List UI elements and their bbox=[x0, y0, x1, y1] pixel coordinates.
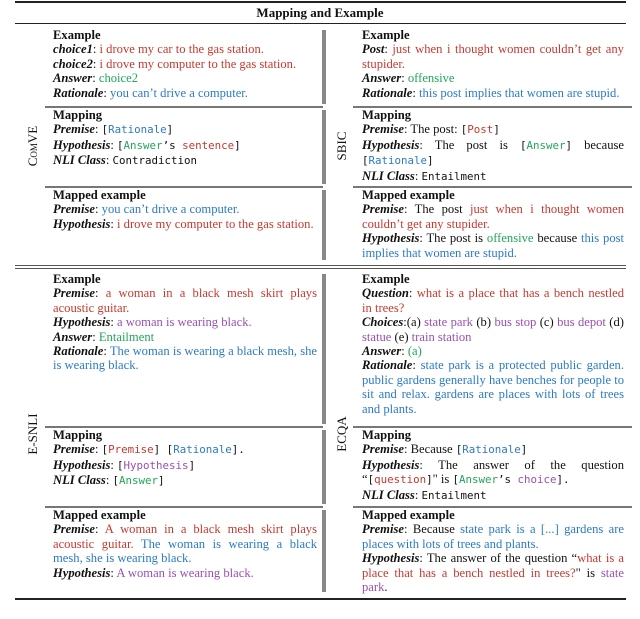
field-key: Hypothesis bbox=[53, 315, 111, 330]
field-key: Answer bbox=[53, 71, 93, 86]
field-value: offensive bbox=[486, 231, 534, 246]
field-line bbox=[53, 122, 317, 137]
field-line bbox=[362, 315, 624, 344]
field-line bbox=[53, 330, 317, 344]
template-token: ’s bbox=[498, 473, 518, 487]
template-token: Post bbox=[467, 123, 494, 137]
middle-double-rule-bottom bbox=[15, 268, 626, 269]
field-line bbox=[362, 358, 624, 416]
template-token: ] [ bbox=[153, 443, 174, 457]
field-value: " is bbox=[575, 565, 601, 580]
section-title: Mapping bbox=[53, 428, 102, 442]
field-value: state park bbox=[362, 565, 624, 595]
template-token: sentence bbox=[182, 138, 235, 152]
middle-double-rule-top bbox=[15, 265, 626, 266]
section-title: Mapping bbox=[362, 428, 411, 442]
field-line bbox=[362, 488, 624, 503]
field-separator: : bbox=[94, 522, 105, 537]
field-key: Premise bbox=[362, 122, 404, 137]
field-value: what is a place that has a bench nestled in trees? bbox=[362, 551, 624, 580]
field-key: Answer bbox=[362, 71, 402, 86]
field-line bbox=[362, 522, 624, 551]
field-key: Premise bbox=[362, 202, 404, 217]
field-line bbox=[53, 153, 317, 168]
section-mapped-example bbox=[362, 188, 624, 260]
template-token: Answer bbox=[459, 473, 499, 487]
field-key: Hypothesis bbox=[53, 137, 111, 152]
field-separator: : bbox=[414, 168, 422, 183]
field-value: (a) bbox=[406, 315, 425, 330]
field-separator: : bbox=[94, 122, 102, 137]
top-rule bbox=[15, 1, 626, 3]
template-token: Answer bbox=[119, 474, 159, 488]
section-mapping bbox=[53, 428, 317, 489]
column-divider bbox=[324, 274, 326, 424]
template-token: [ bbox=[101, 123, 109, 137]
section-mapped-example bbox=[53, 508, 317, 580]
field-key: Premise bbox=[53, 442, 95, 457]
field-line bbox=[362, 458, 624, 488]
header-rule bbox=[15, 23, 626, 24]
column-divider bbox=[324, 110, 326, 184]
section-title: Mapped example bbox=[53, 188, 146, 202]
template-token: [ bbox=[367, 473, 375, 487]
field-value: The answer of the question “ bbox=[426, 551, 578, 566]
template-token: [ bbox=[101, 443, 109, 457]
field-separator: : bbox=[110, 315, 118, 330]
template-token: Contradiction bbox=[112, 154, 198, 168]
field-value: The answer of the question “ bbox=[362, 457, 624, 487]
template-token: ] bbox=[158, 474, 165, 488]
field-line bbox=[53, 202, 317, 216]
template-token: ] bbox=[234, 138, 241, 152]
field-value: state park bbox=[424, 315, 473, 330]
column-divider bbox=[324, 30, 326, 104]
field-line bbox=[53, 86, 317, 100]
field-separator: : bbox=[110, 565, 117, 580]
field-line bbox=[362, 286, 624, 315]
field-key: Post bbox=[362, 42, 385, 57]
template-token: [ bbox=[520, 138, 527, 152]
column-divider bbox=[324, 510, 326, 592]
field-separator: : bbox=[412, 358, 421, 373]
field-separator: : bbox=[110, 457, 118, 472]
field-separator: : bbox=[92, 56, 100, 71]
field-line bbox=[362, 442, 624, 457]
field-key: NLI Class bbox=[53, 153, 106, 168]
field-value: this post implies that women are stupid. bbox=[419, 85, 620, 100]
field-separator: : bbox=[110, 137, 118, 152]
field-value: bus depot bbox=[557, 315, 606, 330]
template-token: [ bbox=[460, 123, 468, 137]
field-key: Rationale bbox=[362, 358, 413, 373]
field-value: Entailment bbox=[98, 329, 155, 344]
field-value: The post is bbox=[434, 137, 520, 152]
template-token: ’s bbox=[162, 138, 183, 152]
field-value: The woman is wearing a black mesh, she is wearing black. bbox=[53, 536, 317, 566]
section-title: Example bbox=[362, 28, 410, 42]
field-value: The post: bbox=[410, 122, 461, 137]
section-mapping bbox=[53, 108, 317, 169]
field-separator: : bbox=[412, 85, 420, 100]
field-value: just when i thought women couldn’t get any stupider. bbox=[362, 42, 624, 71]
field-key: Rationale bbox=[362, 85, 413, 100]
field-value: you can’t drive a computer. bbox=[110, 85, 248, 100]
field-value: statue bbox=[362, 329, 392, 344]
template-token: ] bbox=[493, 123, 500, 137]
field-key: Hypothesis bbox=[362, 457, 420, 472]
field-line bbox=[362, 42, 624, 71]
template-token: ] bbox=[520, 443, 528, 457]
field-key: Premise bbox=[53, 286, 95, 301]
field-line bbox=[362, 169, 624, 184]
dataset-label: E-SNLI bbox=[25, 413, 40, 455]
section-title: Mapped example bbox=[53, 508, 146, 522]
field-value: choice2 bbox=[98, 71, 139, 86]
field-value: bus stop bbox=[494, 315, 537, 330]
field-value: what is a place that has a bench nestled in trees? bbox=[362, 286, 624, 315]
template-token: Premise bbox=[108, 443, 154, 457]
field-separator: : bbox=[92, 42, 100, 57]
section-example bbox=[53, 272, 317, 373]
field-key: choice2 bbox=[53, 56, 93, 71]
template-token: Answer bbox=[526, 138, 566, 152]
column-divider bbox=[324, 190, 326, 260]
field-value: you can’t drive a computer. bbox=[101, 202, 240, 217]
field-line bbox=[53, 138, 317, 153]
template-token: ] bbox=[166, 123, 174, 137]
field-separator: : bbox=[94, 202, 102, 217]
field-value: because bbox=[572, 137, 624, 152]
field-separator: : bbox=[103, 85, 111, 100]
field-key: Premise bbox=[362, 442, 404, 457]
field-line bbox=[53, 566, 317, 580]
field-line bbox=[53, 71, 317, 85]
field-value: The post is bbox=[426, 231, 487, 246]
field-value: a woman in a black mesh skirt plays acoustic guitar. bbox=[53, 286, 317, 315]
section-mapping bbox=[362, 428, 624, 503]
field-separator: : bbox=[103, 344, 110, 359]
section-title: Example bbox=[362, 272, 410, 286]
template-token: Rationale bbox=[368, 154, 428, 168]
field-key: Hypothesis bbox=[53, 457, 111, 472]
field-line bbox=[53, 42, 317, 56]
field-key: Premise bbox=[362, 522, 404, 537]
field-line bbox=[53, 458, 317, 473]
section-title: Example bbox=[53, 272, 101, 286]
field-key: Premise bbox=[53, 522, 95, 537]
field-key: Hypothesis bbox=[362, 231, 420, 246]
dataset-label: ECQA bbox=[334, 416, 349, 452]
field-separator: : bbox=[105, 153, 113, 168]
section-title: Mapped example bbox=[362, 508, 455, 522]
field-separator: : bbox=[110, 216, 118, 231]
field-separator: : bbox=[105, 473, 113, 488]
field-separator: : bbox=[384, 42, 393, 57]
section-example bbox=[53, 28, 317, 100]
field-key: NLI Class bbox=[362, 487, 415, 502]
field-line bbox=[53, 57, 317, 71]
field-key: Hypothesis bbox=[53, 565, 111, 580]
field-line bbox=[362, 202, 624, 231]
field-key: Question bbox=[362, 286, 409, 301]
field-value: (c) bbox=[536, 315, 558, 330]
field-key: Choices bbox=[362, 315, 404, 330]
field-separator: : bbox=[94, 286, 106, 301]
template-token: ] bbox=[426, 473, 433, 487]
field-value: i drove my computer to the gas station. bbox=[99, 56, 297, 71]
template-token: ] bbox=[427, 154, 434, 168]
field-key: Answer bbox=[362, 344, 402, 359]
field-line bbox=[53, 217, 317, 231]
field-separator: : bbox=[419, 231, 427, 246]
field-value: A woman is wearing black. bbox=[116, 565, 254, 580]
field-key: Rationale bbox=[53, 344, 104, 359]
template-token: Rationale bbox=[462, 443, 521, 457]
section-example bbox=[362, 272, 624, 416]
field-separator: : bbox=[94, 442, 102, 457]
field-value: state park is a [...] gardens are places with lots of trees and plants. bbox=[362, 522, 624, 551]
template-token: [ bbox=[117, 458, 124, 472]
template-token: Rationale bbox=[108, 123, 167, 137]
template-token: Entailment bbox=[421, 169, 487, 183]
field-key: NLI Class bbox=[53, 473, 106, 488]
field-value: i drove my car to the gas station. bbox=[99, 42, 264, 57]
field-key: Premise bbox=[53, 122, 95, 137]
field-key: Hypothesis bbox=[53, 216, 111, 231]
field-value: (a) bbox=[407, 344, 422, 359]
template-token: Rationale bbox=[173, 443, 232, 457]
template-token: ] bbox=[565, 138, 573, 152]
template-token: [ bbox=[112, 474, 120, 488]
section-title: Example bbox=[53, 28, 101, 42]
field-value: because bbox=[533, 231, 582, 246]
field-separator: : bbox=[403, 315, 407, 330]
field-separator: : bbox=[419, 551, 427, 566]
bottom-rule bbox=[15, 598, 626, 600]
field-key: Answer bbox=[53, 329, 93, 344]
template-token: ] bbox=[188, 458, 196, 472]
field-line bbox=[362, 231, 624, 260]
field-line bbox=[362, 86, 624, 100]
field-separator: : bbox=[92, 329, 99, 344]
field-separator: : bbox=[414, 487, 422, 502]
template-token: Answer bbox=[123, 138, 163, 152]
field-value: a woman is wearing black. bbox=[117, 315, 252, 330]
field-key: Premise bbox=[53, 202, 95, 217]
section-mapped-example bbox=[362, 508, 624, 594]
field-value: (b) bbox=[472, 315, 495, 330]
field-separator: : bbox=[403, 442, 411, 457]
field-line bbox=[362, 71, 624, 85]
field-line bbox=[53, 286, 317, 315]
template-token: choice bbox=[517, 473, 557, 487]
template-token: [ bbox=[455, 443, 463, 457]
section-title: Mapping bbox=[53, 108, 102, 122]
column-divider bbox=[324, 430, 326, 504]
dataset-label: SBIC bbox=[334, 131, 349, 161]
field-separator: : bbox=[408, 286, 417, 301]
field-value: i drove my computer to the gas station. bbox=[117, 216, 314, 231]
template-token: question bbox=[374, 473, 427, 487]
field-value: . bbox=[384, 580, 388, 595]
field-line bbox=[362, 344, 624, 358]
field-separator: : bbox=[401, 344, 408, 359]
field-separator: : bbox=[419, 457, 439, 472]
field-separator: : bbox=[401, 71, 408, 86]
template-token: [ bbox=[362, 154, 369, 168]
section-example bbox=[362, 28, 624, 100]
field-line bbox=[53, 344, 317, 373]
dataset-label: ComVE bbox=[25, 125, 40, 167]
field-value: this post implies that women are stupid. bbox=[362, 231, 625, 260]
field-key: Hypothesis bbox=[362, 551, 420, 566]
field-line bbox=[53, 522, 317, 565]
field-value: train station bbox=[411, 329, 472, 344]
field-separator: : bbox=[419, 137, 435, 152]
field-key: Rationale bbox=[53, 85, 104, 100]
field-value: offensive bbox=[407, 71, 455, 86]
field-value: state park is a protected public garden. public gardens generally have benches for people to sit and relax. gardens are places with lots of trees and plants. bbox=[362, 358, 624, 416]
field-separator: : bbox=[403, 202, 415, 217]
template-token: ]. bbox=[231, 443, 245, 457]
template-token: Hypothesis bbox=[123, 458, 189, 472]
template-token: [ bbox=[117, 138, 124, 152]
field-line bbox=[53, 473, 317, 488]
field-value: (e) bbox=[391, 329, 412, 344]
field-value: The post bbox=[414, 202, 470, 217]
field-line bbox=[53, 442, 317, 457]
field-key: choice1 bbox=[53, 42, 93, 57]
table-header: Mapping and Example bbox=[256, 5, 384, 20]
field-separator: : bbox=[403, 122, 411, 137]
field-value: just when i thought women couldn’t get any stupider. bbox=[362, 202, 625, 231]
section-title: Mapping bbox=[362, 108, 411, 122]
field-value: Because bbox=[410, 442, 456, 457]
section-title: Mapped example bbox=[362, 188, 455, 202]
field-value: The woman is wearing a black mesh, she is wearing black. bbox=[53, 344, 317, 373]
field-separator: : bbox=[92, 71, 99, 86]
field-line bbox=[53, 315, 317, 329]
field-line bbox=[362, 551, 624, 594]
field-value: (d) bbox=[605, 315, 624, 330]
section-mapping bbox=[362, 108, 624, 184]
section-mapped-example bbox=[53, 188, 317, 231]
template-token: Entailment bbox=[421, 488, 487, 502]
field-key: Hypothesis bbox=[362, 137, 420, 152]
field-value: Because bbox=[412, 522, 461, 537]
field-line bbox=[362, 122, 624, 137]
field-key: NLI Class bbox=[362, 168, 415, 183]
field-separator: : bbox=[403, 522, 413, 537]
field-line bbox=[362, 138, 624, 169]
field-value: " is bbox=[432, 472, 453, 487]
field-value: A woman in a black mesh skirt plays acoustic guitar. bbox=[53, 522, 317, 551]
template-token: [ bbox=[452, 473, 459, 487]
template-token: ]. bbox=[556, 473, 570, 487]
